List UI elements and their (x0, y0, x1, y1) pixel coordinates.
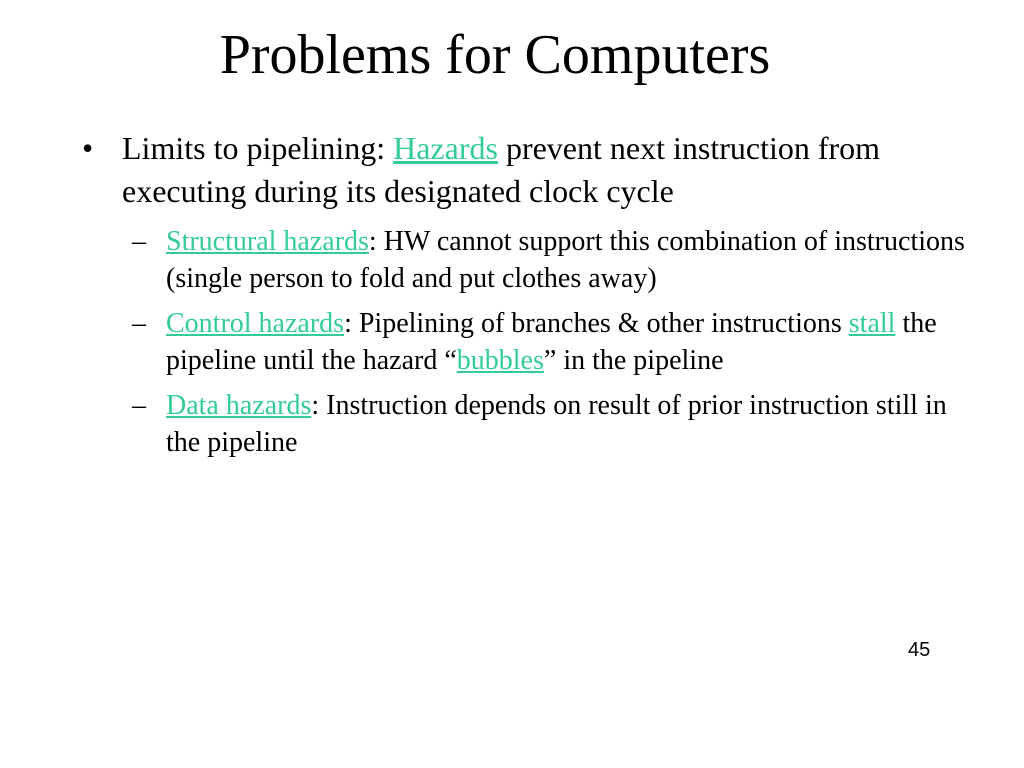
dash-marker: – (132, 390, 146, 421)
bullet-text-suffix: prevent next instruction from executing during its designated clock cycle (122, 130, 881, 209)
control-hazards-link[interactable]: Control hazards (166, 308, 345, 339)
sub-bullet-structural (82, 223, 966, 297)
bubbles-link[interactable]: bubbles (456, 345, 544, 376)
dash-marker: – (132, 226, 146, 257)
control-hazards-text-b: the pipeline until the hazard “ (166, 308, 937, 376)
structural-hazards-link[interactable]: Structural hazards (166, 226, 369, 257)
bullet-text-prefix: Limits to pipelining: (122, 130, 394, 166)
data-hazards-text: : Instruction depends on result of prior instruction still in the pipeline (166, 390, 947, 458)
slide-title: Problems for Computers (219, 24, 771, 86)
structural-hazards-text: : HW cannot support this combination of instructions (single person to fold and put clothes away) (166, 226, 965, 294)
control-hazards-text-c: ” in the pipeline (543, 345, 724, 376)
bullet-item-limits (82, 127, 912, 213)
dash-marker: – (132, 308, 146, 339)
sub-bullet-control (82, 305, 966, 379)
sub-bullet-list (82, 223, 965, 461)
sub-bullet-data (82, 387, 966, 461)
stall-link[interactable]: stall (848, 308, 896, 339)
hazards-link[interactable]: Hazards (393, 130, 498, 166)
control-hazards-text-a: : Pipelining of branches & other instructions (344, 308, 849, 339)
page-number: 45 (908, 639, 931, 661)
bullet-list (82, 127, 965, 469)
data-hazards-link[interactable]: Data hazards (166, 390, 312, 421)
bullet-marker: • (82, 130, 94, 166)
